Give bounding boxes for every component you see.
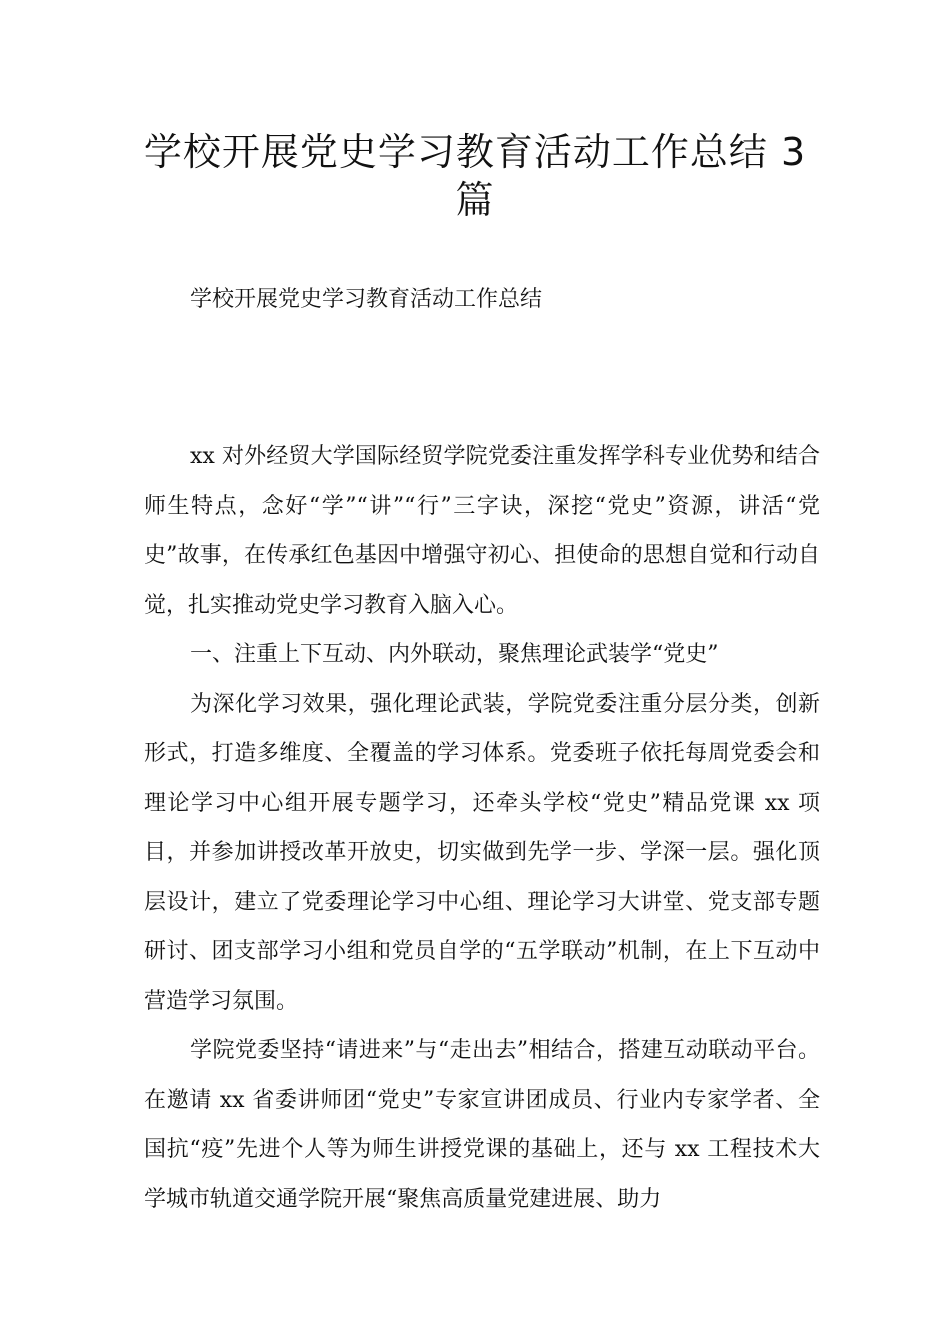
document-title: 学校开展党史学习教育活动工作总结 3 篇 <box>143 130 807 222</box>
paragraph-section-1-continued: 学院党委坚持“请进来”与“走出去”相结合，搭建互动联动平台。在邀请 xx 省委讲师团“党史”专家宣讲团成员、行业内专家学者、全国抗“疫”先进个人等为师生讲授党课的基础上，还与 xx 工程技术大学城市轨道交通学院开展“聚焦高质量党建进展、助力 <box>144 1038 820 1212</box>
paragraph-intro: xx 对外经贸大学国际经贸学院党委注重发挥学科专业优势和结合师生特点，念好“学”“讲”“行”三字诀，深挖“党史”资源，讲活“党史”故事，在传承红色基因中增强守初心、担使命的思想自觉和行动自觉，扎实推动党史学习教育入脑入心。 <box>144 444 820 618</box>
document-subtitle: 学校开展党史学习教育活动工作总结 <box>190 287 543 312</box>
paragraph-section-1: 为深化学习效果，强化理论武装，学院党委注重分层分类，创新形式，打造多维度、全覆盖的学习体系。党委班子依托每周党委会和理论学习中心组开展专题学习，还牵头学校“党史”精品党课 xx 项目，并参加讲授改革开放史，切实做到先学一步、学深一层。强化顶层设计，建立了党委理论学习中心组、理论学习大讲堂、党支部专题研讨、团支部学习小组和党员自学的“五学联动”机制，在上下互动中营造学习氛围。 <box>144 691 820 1014</box>
section-heading-1: 一、注重上下互动、内外联动，聚焦理论武装学“党史” <box>190 642 719 667</box>
document-body <box>144 432 820 1224</box>
